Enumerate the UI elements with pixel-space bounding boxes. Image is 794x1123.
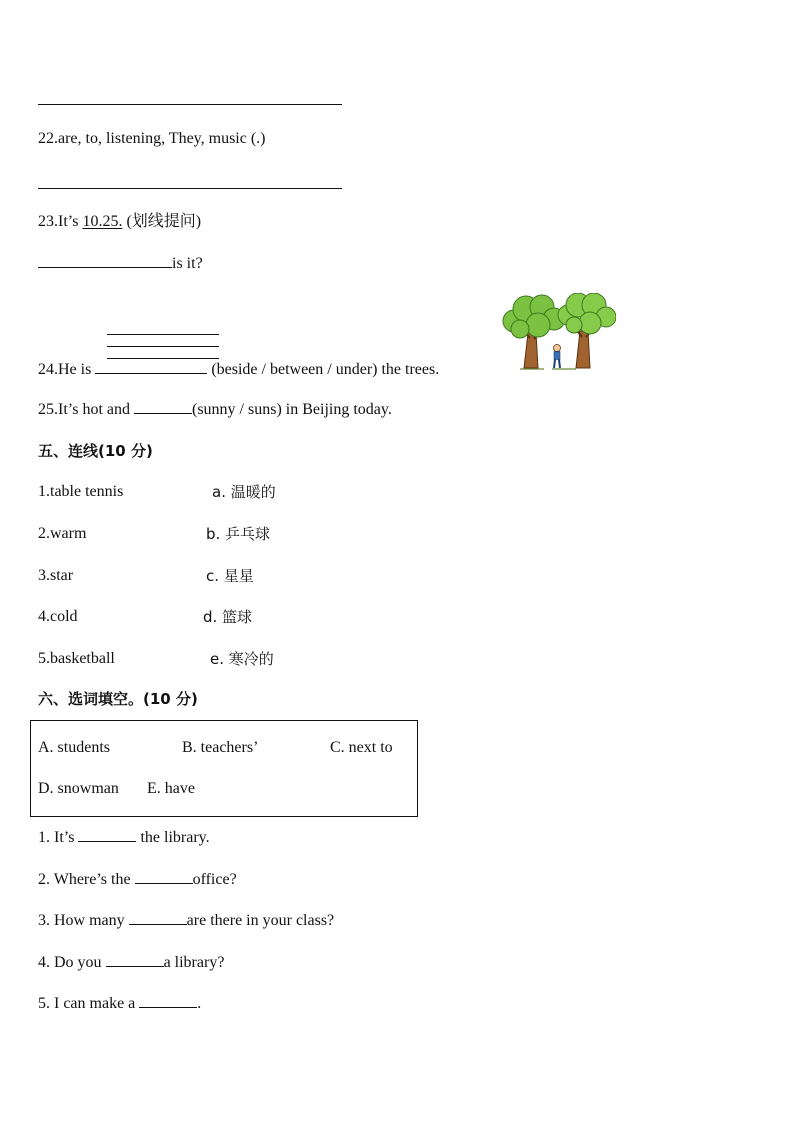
q22-answer-line[interactable] [38,188,342,189]
fill-item-3 [38,910,334,931]
q23-tail: is it? [172,255,203,272]
q25-post: (sunny / suns) in Beijing today. [192,401,392,418]
match-right-b[interactable] [206,524,270,545]
q23-number: 23. [38,213,58,230]
match-left-5[interactable]: 5.basketball [38,650,115,667]
q25-number: 25. [38,401,58,418]
q25 [38,399,392,420]
fill-item-3-pre: 3. How many [38,912,129,929]
fill-item-2-pre: 2. Where’s the [38,871,135,888]
fill-item-4-blank[interactable] [106,952,164,967]
fill-item-4-post: a library? [163,954,225,971]
match-right-d-text: d. 篮球 [203,608,253,626]
q24 [38,359,439,380]
fill-item-4 [38,952,224,973]
match-right-e-text: e. 寒冷的 [210,650,274,668]
q24-blank[interactable] [95,359,207,374]
word-option-e: E. have [147,780,195,797]
q23-pre: It’s [58,213,83,230]
q21-answer-line[interactable] [38,104,342,105]
q24-answer-line-1[interactable] [107,334,219,335]
trees-icon [500,293,616,373]
fill-item-4-pre: 4. Do you [38,954,106,971]
match-right-e[interactable] [210,649,274,670]
fill-item-2-blank[interactable] [135,869,193,884]
match-right-d[interactable] [203,607,252,628]
match-right-a-text: a. 温暖的 [212,483,276,501]
match-right-c[interactable] [206,566,254,587]
fill-item-5-post: . [197,995,202,1012]
fill-item-1 [38,827,210,848]
match-left-4[interactable]: 4.cold [38,608,78,625]
fill-item-3-post: are there in your class? [186,912,335,929]
q25-blank[interactable] [134,399,192,414]
match-left-1[interactable]: 1.table tennis [38,483,124,500]
fill-item-3-blank[interactable] [129,910,187,925]
word-option-d: D. snowman [38,780,119,797]
fill-item-5-pre: 5. I can make a [38,995,140,1012]
q23-instruction: (划线提问) [122,213,202,230]
fill-item-5-blank[interactable] [139,993,197,1008]
q23 [38,212,201,232]
word-bank-box [30,720,418,817]
q23-line2 [38,253,203,274]
q23-underlined-time: 10.25. [82,213,123,230]
fill-item-1-post: the library. [136,829,210,846]
q22 [38,129,266,149]
word-option-b: B. teachers’ [182,739,259,756]
match-right-a[interactable] [212,482,276,503]
word-option-a: A. students [38,739,110,756]
fill-item-1-pre: 1. It’s [38,829,79,846]
fill-item-2 [38,869,237,890]
match-left-3[interactable]: 3.star [38,567,74,584]
word-option-c: C. next to [330,739,393,756]
match-right-b-text: b. 乒乓球 [206,525,271,543]
fill-item-1-blank[interactable] [78,827,136,842]
fill-item-5 [38,993,201,1014]
q25-pre: It’s hot and [58,401,134,418]
fill-item-2-post: office? [192,871,237,888]
q22-number: 22. [38,130,58,147]
q24-post: (beside / between / under) the trees. [207,361,440,378]
q23-blank[interactable] [38,253,172,268]
section6-title: 六、选词填空。(10 分) [38,690,198,708]
match-right-c-text: c. 星星 [206,567,254,585]
q22-text: are, to, listening, They, music (.) [58,130,266,147]
q24-number: 24. [38,361,58,378]
q24-answer-line-2[interactable] [107,346,219,347]
section5-title: 五、连线(10 分) [38,442,153,460]
match-left-2[interactable]: 2.warm [38,525,87,542]
q24-pre: He is [58,361,96,378]
